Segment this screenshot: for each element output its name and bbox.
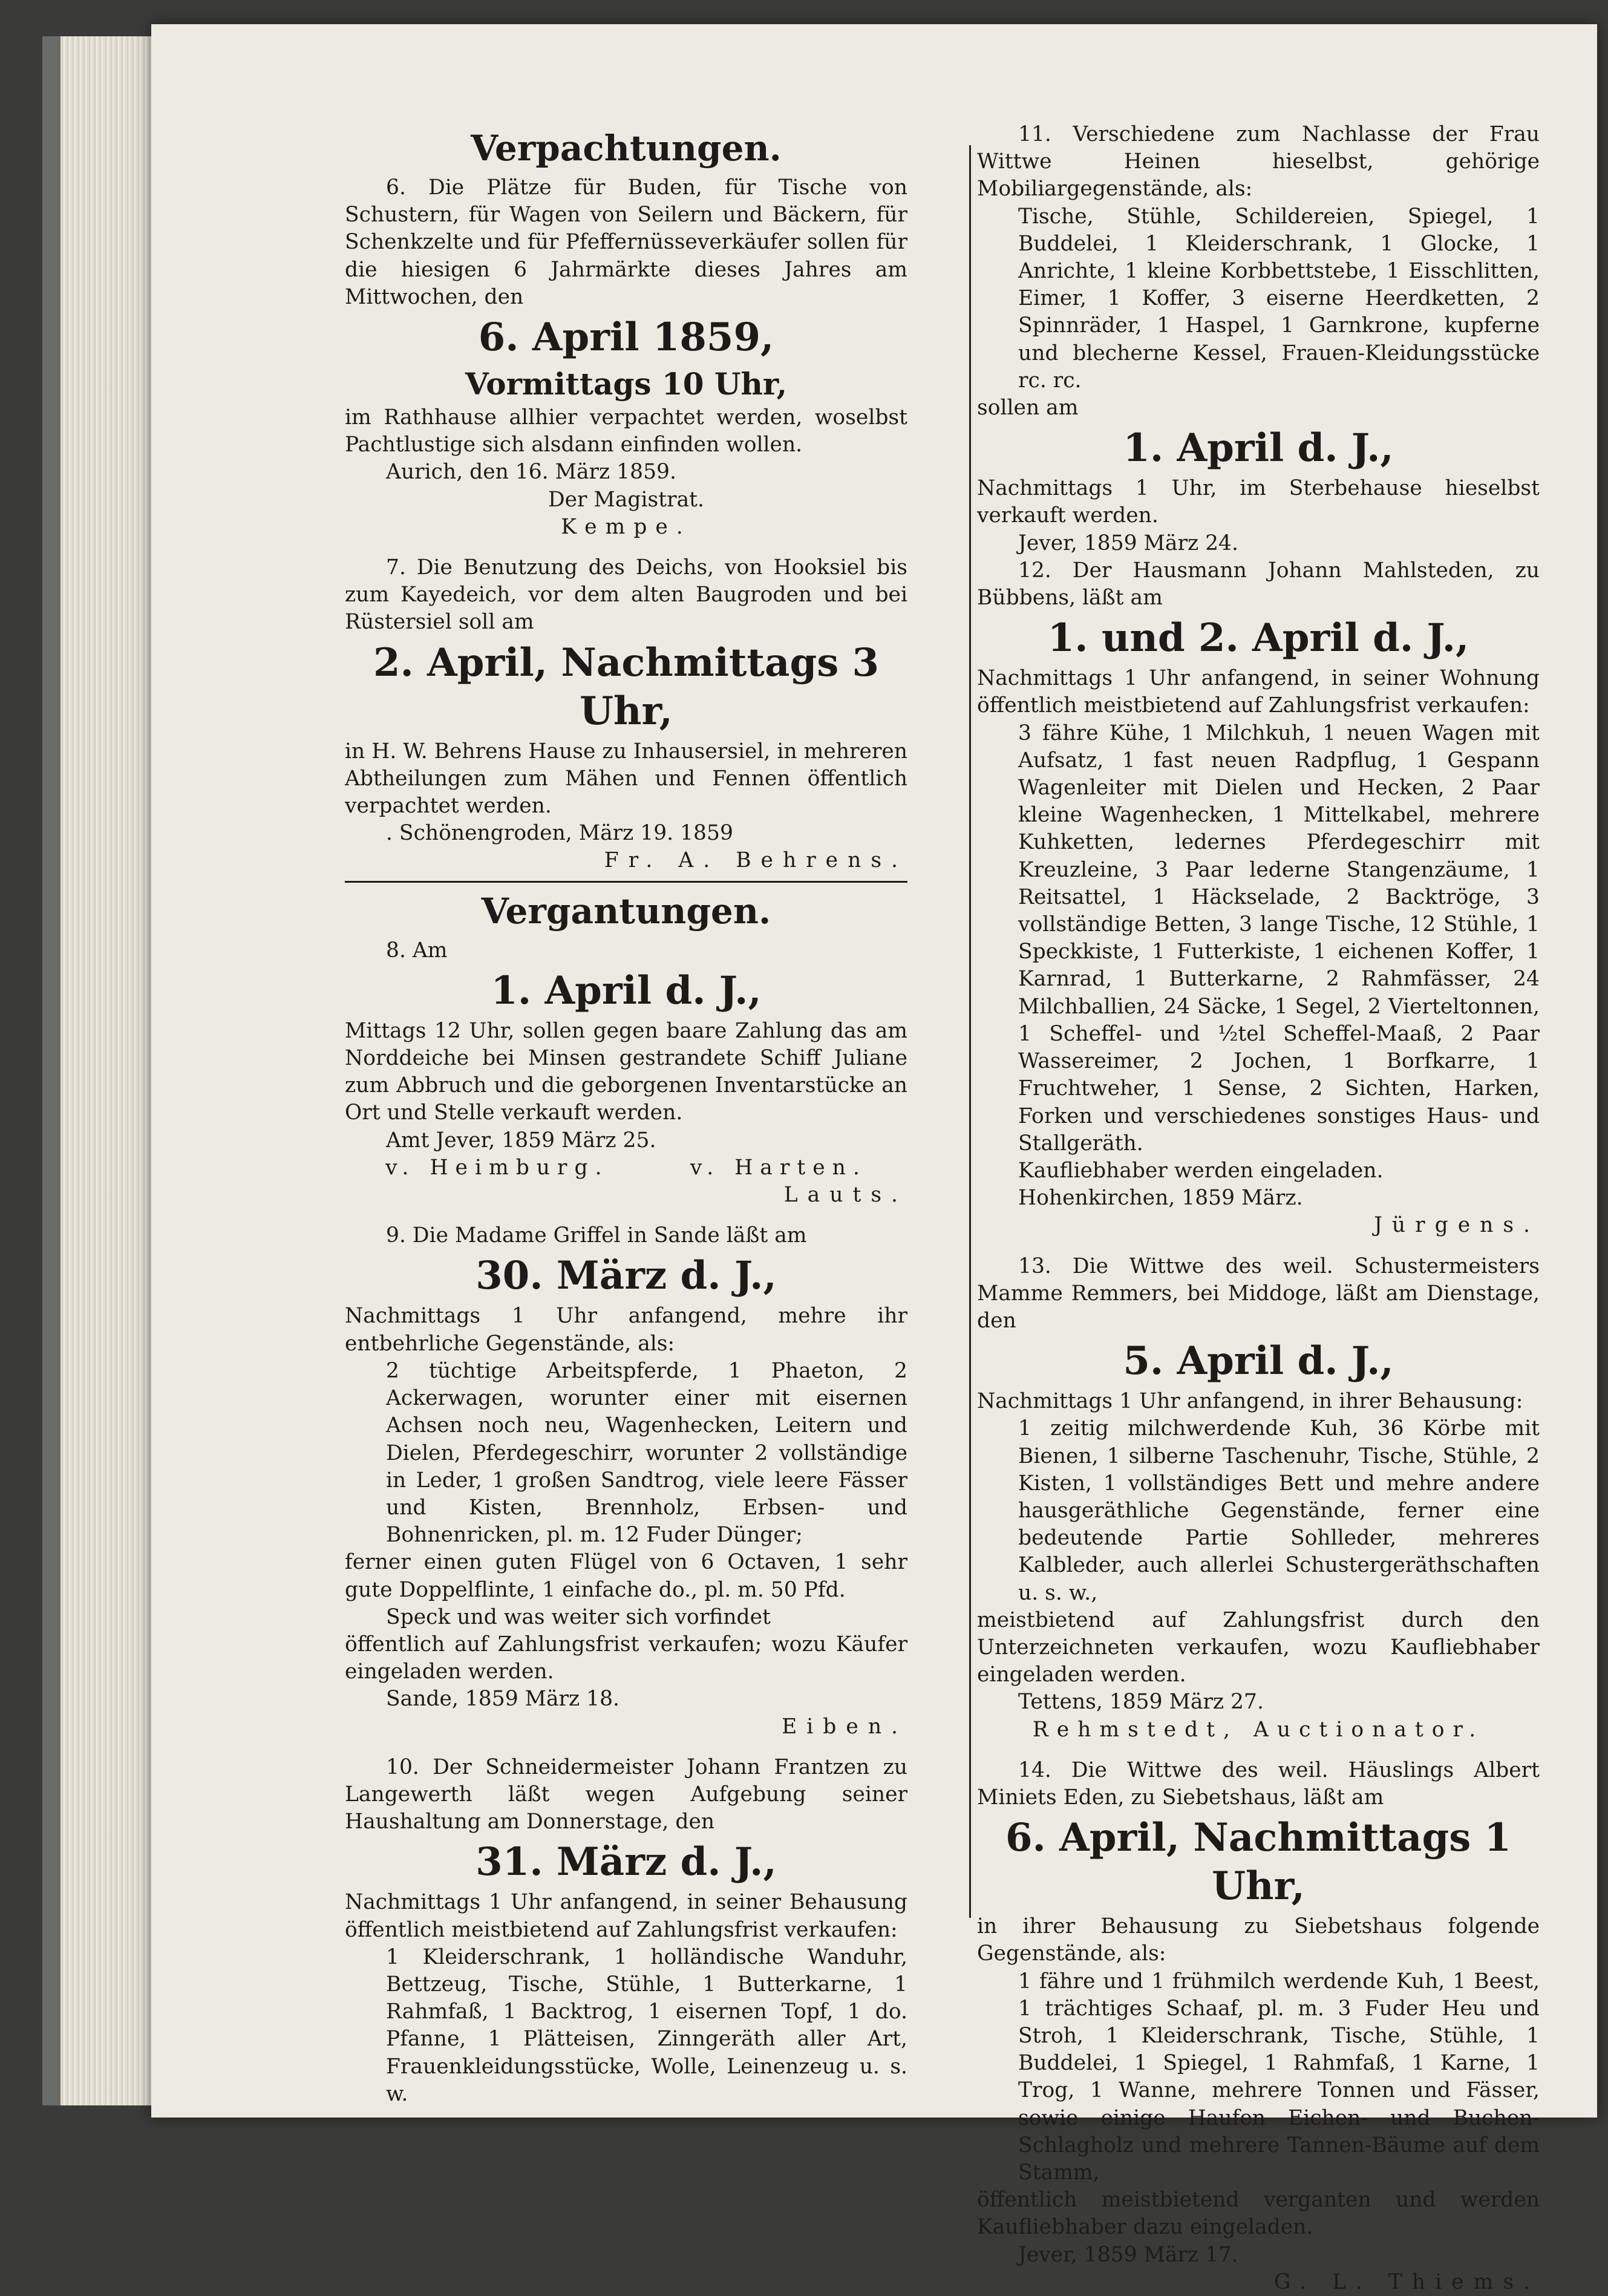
left-column xyxy=(345,121,907,2108)
notice-body: Nachmittags 1 Uhr anfangend, mehre ihr entbehrliche Gegenstände, als: xyxy=(345,1304,907,1356)
notice-text: 9. Die Madame Griffel in Sande läßt am xyxy=(386,1223,807,1248)
notice-item-list: 3 fähre Kühe, 1 Milchkuh, 1 neuen Wagen mit Aufsatz, 1 fast neuen Radpflug, 1 Gespann Wagenleiter mit Dielen und Hecken, 2 Paar kleine Wagenhecken, 1 Mittelkabel, mehrere Kuhketten, ledernes Pferdegeschirr mit Kreuzleine, 3 Paar lederne Stangenzäume, 1 Reitsattel, 1 Häckselade, 2 Backtröge, 3 vollständige Betten, 3 lange Tische, 12 Stühle, 1 Speckkiste, 1 Futterkiste, 1 eichenen Koffer, 1 Karnrad, 1 Butterkarne, 2 Rahmfässer, 24 Milchballien, 24 Säcke, 1 Segel, 2 Vierteltonnen, 1 Scheffel- und ⅟₂tel Scheffel-Maaß, 2 Paar Wassereimer, 2 Jochen, 1 Borfkarre, 1 Fruchtweher, 1 Sense, 2 Sichten, Harken, Forken und verschiedenes sonstiges Haus- und Stallgeräth. xyxy=(1018,721,1540,1156)
notice-item-list: ferner einen guten Flügel von 6 Octaven, 1 sehr gute Doppelflinte, 1 einfache do., pl. m. 50 Pfd. xyxy=(345,1550,907,1602)
notice-date: 2. April, Nachmittags 3 Uhr, xyxy=(373,639,880,734)
notice-invitation: Kaufliebhaber werden eingeladen. xyxy=(1018,1158,1384,1183)
notice-body: öffentlich meistbietend verganten und werden Kaufliebhaber dazu eingeladen. xyxy=(977,2188,1540,2240)
notice-date: 1. April d. J., xyxy=(1123,425,1394,471)
notice-body: öffentlich auf Zahlungsfrist verkaufen; wozu Käufer eingeladen werden. xyxy=(345,1632,907,1684)
notice-text: 12. Der Hausmann Johann Mahlsteden, zu Bübbens, läßt am xyxy=(977,558,1540,610)
notice-body: Mittags 12 Uhr, sollen gegen baare Zahlung das am Norddeiche bei Minsen gestrandete Schiff Juliane zum Abbruch und die geborgenen Inventarstücke an Ort und Stelle verkauft werden. xyxy=(345,1018,907,1125)
notice-text: 7. Die Benutzung des Deichs, von Hooksiel bis zum Kayedeich, vor dem alten Baugroden und bei Rüstersiel soll am xyxy=(345,555,907,635)
notice-lead: sollen am xyxy=(977,396,1079,420)
notice-signer: G. L. Thiems. xyxy=(1273,2269,1540,2294)
notice-place-date: Aurich, den 16. März 1859. xyxy=(386,460,676,485)
notice-text: 10. Der Schneidermeister Johann Frantzen zu Langewerth läßt wegen Aufgebung seiner Haushaltung am Donnerstage, den xyxy=(345,1755,907,1834)
notice-signers xyxy=(345,1154,907,1182)
notice-text: 11. Verschiedene zum Nachlasse der Frau Wittwe Heinen hieselbst, gehörige Mobiliargegenstände, als: xyxy=(977,122,1540,201)
notice-9 xyxy=(345,1222,907,1740)
newspaper-page xyxy=(151,24,1597,2294)
notice-authority: Der Magistrat. xyxy=(547,487,704,512)
notice-date: 6. April 1859, xyxy=(478,315,774,361)
notice-item-list: 2 tüchtige Arbeitspferde, 1 Phaeton, 2 Ackerwagen, worunter einer mit eisernen Achsen noch neu, Wagenhecken, Leitern und Dielen, Pferdegeschirr, worunter 2 vollständige in Leder, 1 großen Sandtrog, viele leere Fässer und Kisten, Brennholz, Erbsen- und Bohnenricken, pl. m. 12 Fuder Dünger; xyxy=(386,1358,907,1548)
notice-text: 13. Die Wittwe des weil. Schustermeisters Mamme Remmers, bei Middoge, läßt am Dienstage, den xyxy=(977,1254,1540,1333)
section-heading-vergantungen: Vergantungen. xyxy=(481,890,771,932)
notice-signer: Fr. A. Behrens. xyxy=(604,848,907,873)
notice-date: 6. April, Nachmittags 1 Uhr, xyxy=(1005,1815,1512,1909)
notice-6 xyxy=(345,174,907,541)
notice-12 xyxy=(977,557,1540,1240)
notice-place-date: . Schönengroden, März 19. 1859 xyxy=(386,821,733,846)
notice-14 xyxy=(977,1757,1540,2296)
notice-signer: Eiben. xyxy=(782,1714,907,1739)
notice-body: im Rathhause allhier verpachtet werden, woselbst Pachtlustige sich alsdann einfinden wollen. xyxy=(345,405,907,457)
section-heading-verpachtungen: Verpachtungen. xyxy=(471,128,782,169)
notice-date: 31. März d. J., xyxy=(476,1839,777,1885)
notice-text: 14. Die Wittwe des weil. Häuslings Albert Miniets Eden, zu Siebetshaus, läßt am xyxy=(977,1758,1540,1810)
notice-body: Nachmittags 1 Uhr anfangend, in seiner Wohnung öffentlich meistbietend auf Zahlungsfrist verkaufen: xyxy=(977,666,1540,718)
notice-time: Vormittags 10 Uhr, xyxy=(465,366,787,402)
notice-7 xyxy=(345,554,907,875)
notice-13 xyxy=(977,1253,1540,1744)
column-divider xyxy=(969,145,971,1918)
notice-signer: v. Heimburg. xyxy=(385,1155,609,1180)
section-divider xyxy=(345,881,907,883)
notice-body: Nachmittags 1 Uhr anfangend, in ihrer Behausung: xyxy=(977,1389,1523,1414)
notice-signer: Lauts. xyxy=(783,1183,907,1208)
notice-body: in ihrer Behausung zu Siebetshaus folgende Gegenstände, als: xyxy=(977,1914,1540,1966)
notice-signer: Kempe. xyxy=(561,514,691,539)
notice-body: Nachmittags 1 Uhr, im Sterbehause hieselbst verkauft werden. xyxy=(977,476,1540,528)
notice-place-date: Tettens, 1859 März 27. xyxy=(1018,1690,1264,1715)
notice-place-date: Sande, 1859 März 18. xyxy=(386,1687,620,1712)
notice-signer: Jürgens. xyxy=(1374,1213,1540,1238)
notice-11 xyxy=(977,121,1540,557)
notice-item-list: 1 fähre und 1 frühmilch werdende Kuh, 1 Beest, 1 trächtiges Schaaf, pl. m. 3 Fuder Heu und Stroh, 1 Kleiderschrank, Tische, Stühle, 1 Buddelei, 1 Spiegel, 1 Rahmfaß, 1 Karne, 1 Trog, 1 Wanne, mehrere Tonnen und Fässer, sowie einige Haufen Eichen- und Buchen-Schlagholz und mehrere Tannen-Bäume auf dem Stamm, xyxy=(1018,1969,1540,2185)
notice-text: 8. Am xyxy=(386,938,448,963)
notice-place-date: Amt Jever, 1859 März 25. xyxy=(386,1128,656,1153)
notice-8 xyxy=(345,937,907,1209)
notice-place-date: Jever, 1859 März 24. xyxy=(1018,531,1238,555)
notice-item-list: 1 zeitig milchwerdende Kuh, 36 Körbe mit Bienen, 1 silberne Taschenuhr, Tische, Stühle, 2 Kisten, 1 vollständiges Bett und mehre andere hausgeräthliche Gegenstände, ferner eine bedeutende Partie Sohlleder, mehreres Kalbleder, auch allerlei Schustergeräthschaften u. s. w., xyxy=(1018,1416,1540,1605)
right-column xyxy=(977,121,1540,2296)
notice-place-date: Jever, 1859 März 17. xyxy=(1018,2242,1238,2267)
notice-signer: v. Harten. xyxy=(690,1155,867,1180)
notice-body: Nachmittags 1 Uhr anfangend, in seiner Behausung öffentlich meistbietend auf Zahlungsfrist verkaufen: xyxy=(345,1890,907,1942)
notice-date: 30. März d. J., xyxy=(476,1253,777,1299)
notice-body: meistbietend auf Zahlungsfrist durch den Unterzeichneten verkaufen, wozu Kaufliebhaber eingeladen werden. xyxy=(977,1608,1540,1687)
notice-item-list: Speck und was weiter sich vorfindet xyxy=(386,1604,771,1629)
notice-text: 6. Die Plätze für Buden, für Tische von Schustern, für Wagen von Seilern und Bäckern, für Schenkzelte und für Pfeffernüsseverkäufer sollen für die hiesigen 6 Jahrmärkte dieses Jahres am Mittwochen, den xyxy=(345,175,907,309)
notice-body: in H. W. Behrens Hause zu Inhausersiel, in mehreren Abtheilungen zum Mähen und Fennen öffentlich verpachtet werden. xyxy=(345,739,907,819)
notice-place-date: Hohenkirchen, 1859 März. xyxy=(1018,1186,1303,1211)
notice-10 xyxy=(345,1754,907,2108)
notice-date: 1. und 2. April d. J., xyxy=(1047,615,1469,661)
notice-date: 5. April d. J., xyxy=(1123,1338,1394,1384)
notice-signer: Rehmstedt, Auctionator. xyxy=(1032,1717,1485,1742)
notice-date: 1. April d. J., xyxy=(491,967,762,1013)
notice-item-list: 1 Kleiderschrank, 1 holländische Wanduhr, Bettzeug, Tische, Stühle, 1 Butterkarne, 1 Rahmfaß, 1 Backtrog, 1 eisernen Topf, 1 do. Pfanne, 1 Plätteisen, Zinngeräth aller Art, Frauenkleidungsstücke, Wolle, Leinenzeug u. s. w. xyxy=(386,1944,907,2106)
notice-item-list: Tische, Stühle, Schildereien, Spiegel, 1 Buddelei, 1 Kleiderschrank, 1 Glocke, 1 Anrichte, 1 kleine Korbbettstebe, 1 Eisschlitten, Eimer, 1 Koffer, 3 eiserne Heerdketten, 2 Spinnräder, 1 Haspel, 1 Garnkrone, kupferne und blecherne Kessel, Frauen-Kleidungsstücke rc. rc. xyxy=(1018,204,1540,393)
